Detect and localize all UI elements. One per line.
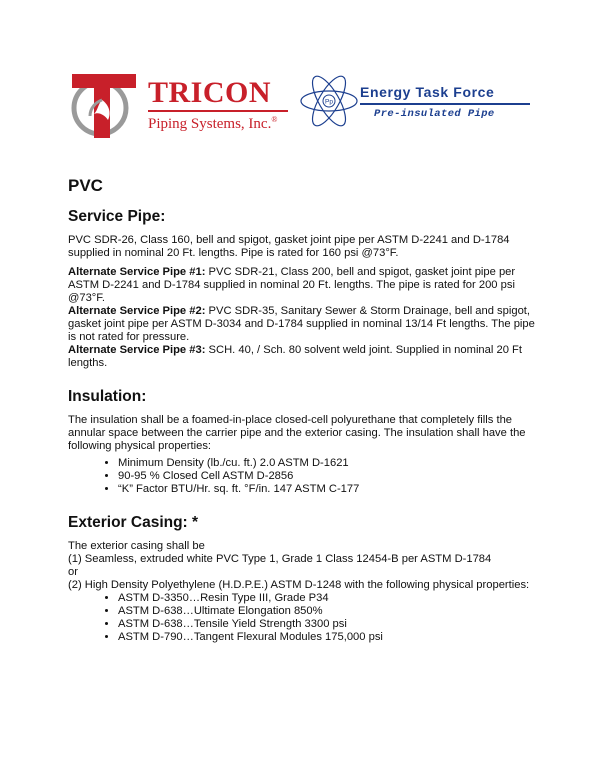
casing-line-2: (1) Seamless, extruded white PVC Type 1, Grade 1 Class 12454-B per ASTM D-1784 (68, 553, 492, 565)
list-item: • ASTM D-790…Tangent Flexural Modules 175,000 psi (118, 631, 538, 644)
insulation-properties-list (68, 457, 538, 496)
casing-line-4: (2) High Density Polyethylene (H.D.P.E.) ASTM D-1248 with the following physical properties: (68, 579, 530, 591)
etf-subtitle: Pre-insulated Pipe (374, 108, 495, 120)
insulation-heading: Insulation: (68, 388, 147, 405)
insulation-paragraph: The insulation shall be a foamed-in-place closed-cell polyurethane that completely fills the annular space between the carrier pipe and the exterior casing. The insulation shall have the following physical properties: (68, 414, 526, 452)
alternate-2-label: Alternate Service Pipe #2: (68, 305, 206, 317)
list-item: • ASTM D-638…Ultimate Elongation 850% (118, 605, 538, 618)
casing-properties-list (68, 592, 538, 644)
list-item: • “K” Factor BTU/Hr. sq. ft. °F/in. 147 ASTM C-177 (118, 483, 538, 496)
tricon-subtitle: Piping Systems, Inc.® (148, 115, 278, 132)
list-item: • Minimum Density (lb./cu. ft.) 2.0 ASTM D-1621 (118, 457, 538, 470)
list-item: • ASTM D-638…Tensile Yield Strength 3300 psi (118, 618, 538, 631)
atom-logo-icon (298, 70, 360, 132)
alternate-2-text: PVC SDR-35, Sanitary Sewer & Storm Drainage, bell and spigot, gasket joint pipe per ASTM D-3034 and D-1784 supplied in nominal 13/14 Ft lengths. The pipe is not rated for pressure. (68, 305, 535, 343)
casing-line-3: or (68, 566, 78, 578)
casing-line-1: The exterior casing shall be (68, 540, 205, 552)
page-title: PVC (68, 176, 103, 195)
service-pipe-paragraph: PVC SDR-26, Class 160, bell and spigot, gasket joint pipe per ASTM D-2241 and D-1784 supplied in nominal 20 Ft. lengths. Pipe is rated for 160 psi @73°F. (68, 234, 510, 259)
exterior-casing-heading: Exterior Casing: * (68, 514, 199, 531)
tricon-name: TRICON (148, 76, 272, 109)
alternate-1-paragraph (68, 266, 538, 305)
alternate-1-text: PVC SDR-21, Class 200, bell and spigot, gasket joint pipe per ASTM D-2241 and D-1784 supplied in nominal 20 Ft. lengths. The pipe is rated for 200 psi @73°F. (68, 266, 516, 304)
tricon-logo-icon (68, 70, 140, 142)
etf-title: Energy Task Force (360, 84, 495, 100)
list-item: • ASTM D-3350…Resin Type III, Grade P34 (118, 592, 538, 605)
alternate-2-paragraph (68, 305, 538, 344)
etf-divider (360, 103, 530, 105)
document-body (68, 176, 538, 644)
alternate-3-label: Alternate Service Pipe #3: (68, 344, 206, 356)
alternate-3-paragraph (68, 344, 538, 370)
alternate-3-text: SCH. 40, / Sch. 80 solvent weld joint. Supplied in nominal 20 Ft lengths. (68, 344, 522, 369)
service-pipe-heading: Service Pipe: (68, 208, 166, 225)
atom-badge-text: Pp (325, 98, 333, 106)
list-item: • 90-95 % Closed Cell ASTM D-2856 (118, 470, 538, 483)
alternate-1-label: Alternate Service Pipe #1: (68, 266, 206, 278)
tricon-divider (148, 110, 288, 112)
etf-logo (298, 70, 538, 132)
tricon-logo (68, 70, 290, 142)
